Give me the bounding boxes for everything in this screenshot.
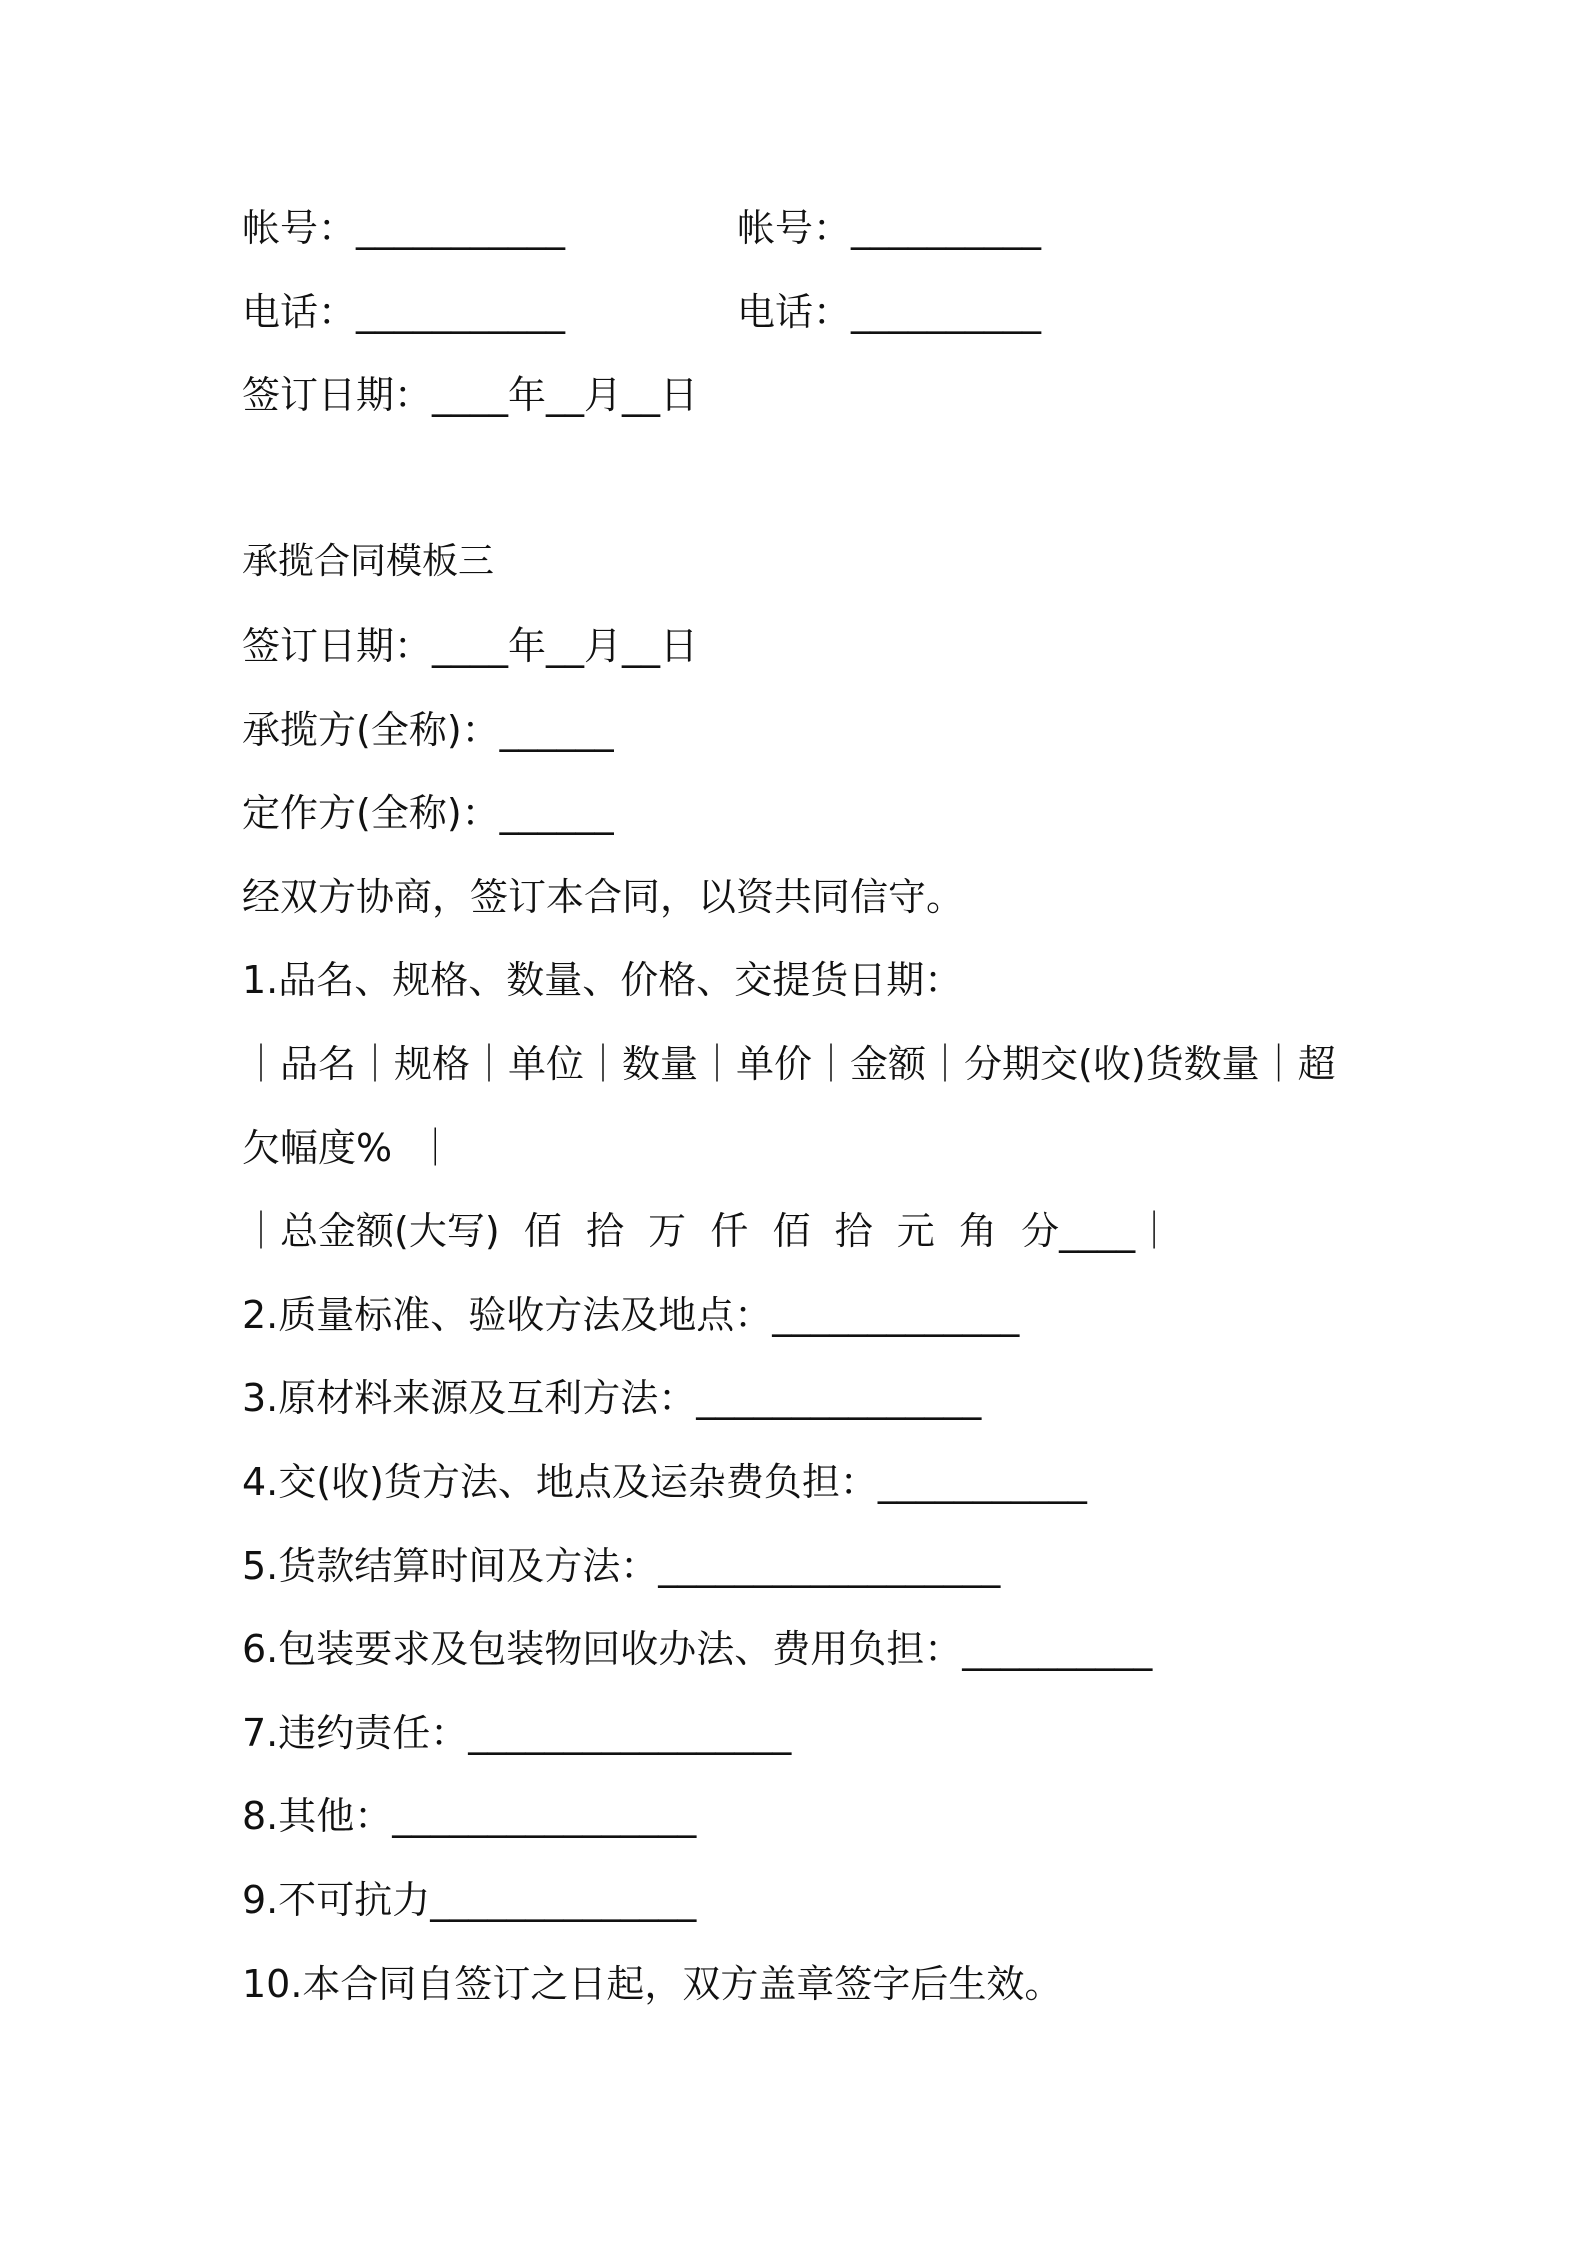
clause-7: 7.违约责任：_________________ xyxy=(242,1711,792,1755)
account-right: 帐号：__________ xyxy=(737,206,1042,250)
clause-10: 10.本合同自签订之日起，双方盖章签字后生效。 xyxy=(242,1962,1063,2006)
phone-right: 电话：__________ xyxy=(737,290,1042,334)
clause-3: 3.原材料来源及互利方法：_______________ xyxy=(242,1376,982,1420)
clause-1: 1.品名、规格、数量、价格、交提货日期： xyxy=(242,958,963,1002)
clause-2: 2.质量标准、验收方法及地点：_____________ xyxy=(242,1293,1020,1337)
orderer-name: 定作方(全称)：______ xyxy=(242,791,614,835)
total-amount-row: ｜总金额(大写) 佰 拾 万 仟 佰 拾 元 角 分____｜ xyxy=(242,1209,1174,1253)
phone-left: 电话：___________ xyxy=(242,290,566,334)
clause-6: 6.包装要求及包装物回收办法、费用负担：__________ xyxy=(242,1627,1153,1671)
account-left: 帐号：___________ xyxy=(242,206,566,250)
table-header-line-1: ｜品名｜规格｜单位｜数量｜单价｜金额｜分期交(收)货数量｜超 xyxy=(242,1042,1336,1086)
clause-5: 5.货款结算时间及方法：__________________ xyxy=(242,1544,1001,1588)
contractor-name: 承揽方(全称)：______ xyxy=(242,708,614,752)
sign-date: 签订日期：____年__月__日 xyxy=(242,624,699,668)
table-header-line-2: 欠幅度% ｜ xyxy=(242,1126,455,1170)
clause-8: 8.其他：________________ xyxy=(242,1794,697,1838)
clause-4: 4.交(收)货方法、地点及运杂费负担：___________ xyxy=(242,1460,1087,1504)
clause-9: 9.不可抗力______________ xyxy=(242,1878,697,1922)
intro-paragraph: 经双方协商，签订本合同，以资共同信守。 xyxy=(242,875,965,919)
sign-date-top: 签订日期：____年__月__日 xyxy=(242,373,699,417)
contract-title: 承揽合同模板三 xyxy=(242,541,495,582)
